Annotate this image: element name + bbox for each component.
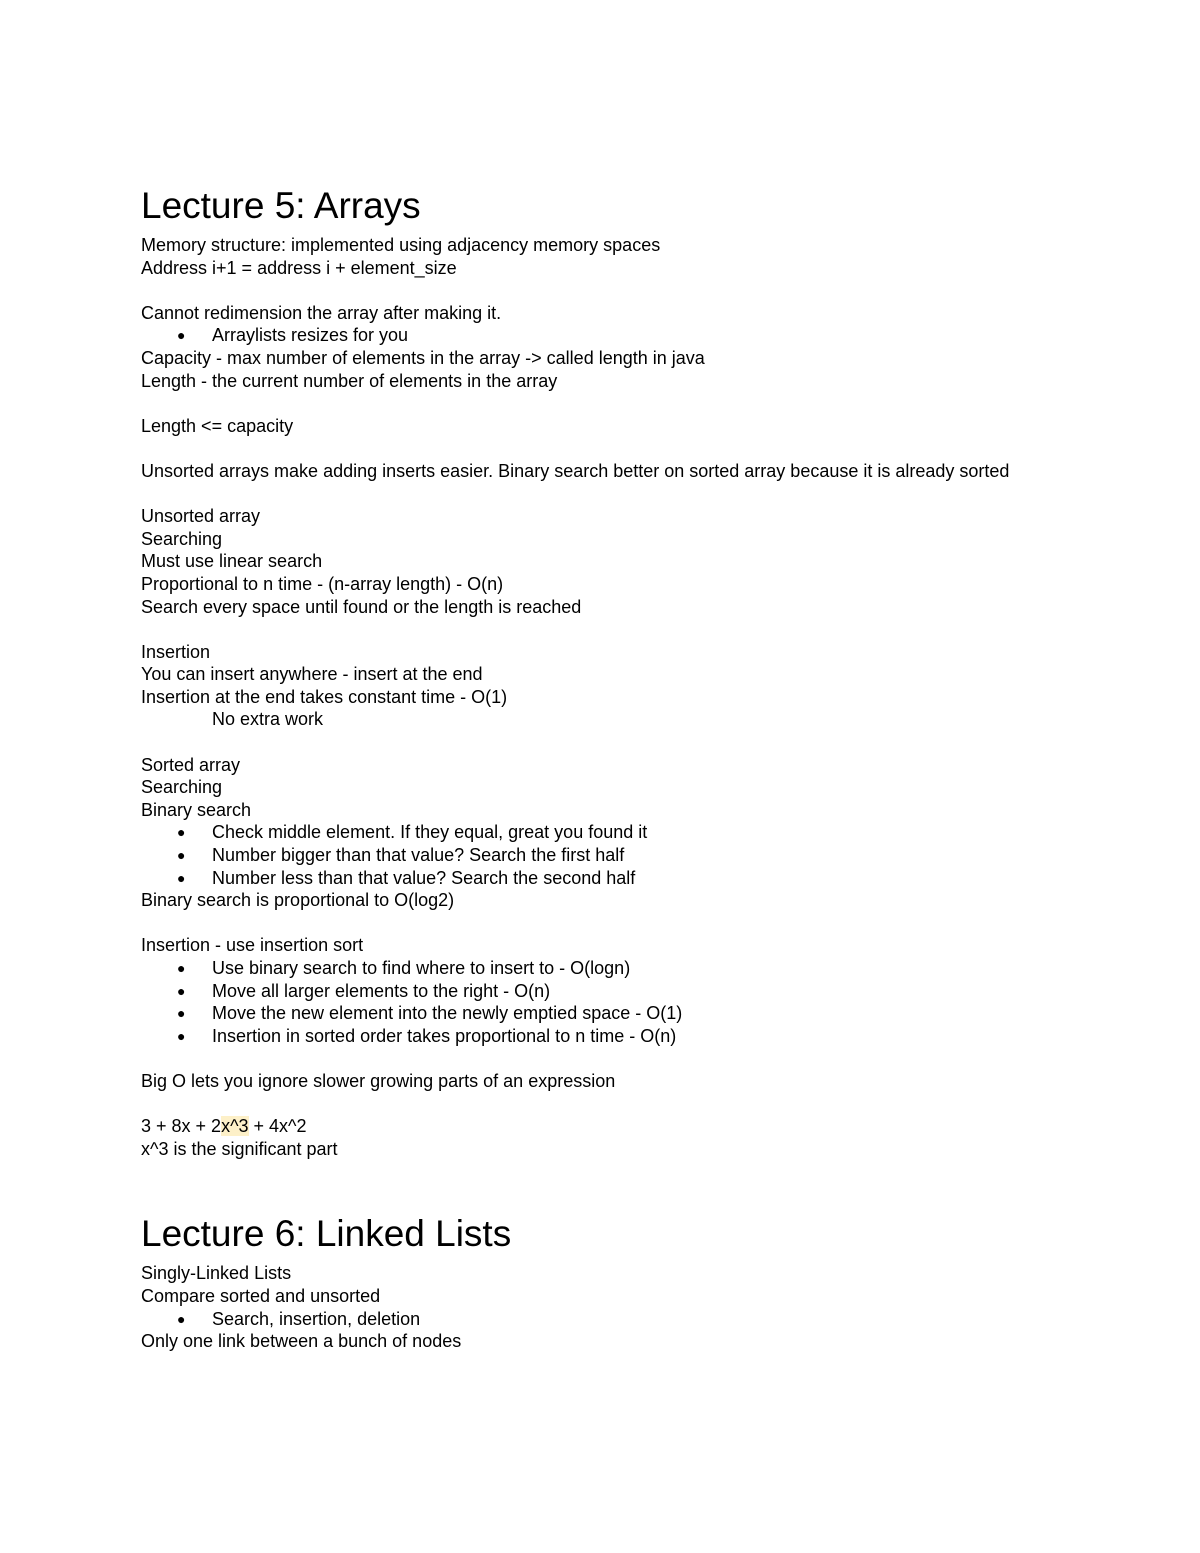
sorted-searching: Searching — [141, 777, 223, 798]
capacity-line: Capacity - max number of elements in the array -> called length in java — [141, 347, 705, 368]
list-item-text: Insertion in sorted order takes proportional to n time - O(n) — [212, 1025, 677, 1046]
memory-structure-line: Memory structure: implemented using adjacency memory spaces — [141, 235, 661, 255]
unsorted-searching: Searching — [141, 528, 223, 549]
bullet-icon: ● — [177, 847, 186, 864]
length-capacity-line: Length <= capacity — [141, 415, 294, 436]
redimension-line: Cannot redimension the array after making it. — [141, 302, 502, 323]
insert-end-line: Insertion at the end takes constant time - O(1) — [141, 686, 508, 707]
list-item — [141, 957, 1061, 980]
bullet-icon: ● — [177, 982, 186, 999]
singly-linked-line: Singly-Linked Lists — [141, 1263, 292, 1284]
lecture6-title: Lecture 6: Linked Lists — [141, 1213, 512, 1255]
lecture5-title: Lecture 5: Arrays — [141, 185, 421, 226]
one-link-line: Only one link between a bunch of nodes — [141, 1331, 462, 1352]
document-page — [141, 178, 1061, 1353]
binary-search-line: Binary search — [141, 799, 252, 820]
sorted-heading: Sorted array — [141, 754, 241, 775]
spacer — [141, 1047, 1061, 1070]
spacer — [141, 618, 1061, 641]
bullet-icon: ● — [177, 824, 186, 841]
spacer — [141, 279, 1061, 302]
list-item — [141, 867, 1061, 890]
list-item — [141, 1002, 1061, 1025]
list-item-text: Arraylists resizes for you — [212, 325, 409, 346]
list-item — [141, 1308, 1061, 1331]
significant-line: x^3 is the significant part — [141, 1138, 338, 1159]
spacer — [141, 392, 1061, 415]
unsorted-note: Unsorted arrays make adding inserts easier. Binary search better on sorted array because it is already sorted — [141, 460, 1010, 481]
length-line: Length - the current number of elements in the array — [141, 370, 558, 391]
list-item-text: Move the new element into the newly emptied space - O(1) — [212, 1003, 683, 1024]
list-item-text: Use binary search to find where to insert to - O(logn) — [212, 958, 631, 978]
list-item-text: Check middle element. If they equal, great you found it — [212, 822, 648, 843]
spacer — [141, 912, 1061, 935]
list-item — [141, 980, 1061, 1003]
binary-proportional-line: Binary search is proportional to O(log2) — [141, 890, 455, 911]
unsorted-insertion: Insertion — [141, 641, 211, 662]
list-item-text: Search, insertion, deletion — [212, 1308, 421, 1329]
sorted-insertion: Insertion - use insertion sort — [141, 935, 364, 956]
bullet-icon: ● — [177, 1005, 186, 1022]
bullet-icon: ● — [177, 960, 186, 976]
spacer — [141, 1093, 1061, 1116]
spacer — [141, 483, 1061, 506]
expression-end: + 4x^2 — [248, 1116, 307, 1137]
list-item-text: Number bigger than that value? Search the first half — [212, 845, 625, 866]
list-item — [141, 324, 1061, 347]
linear-search-line: Must use linear search — [141, 551, 323, 572]
bullet-icon: ● — [177, 869, 186, 886]
bullet-icon: ● — [177, 1027, 186, 1044]
list-item — [141, 821, 1061, 844]
insert-anywhere-line: You can insert anywhere - insert at the end — [141, 664, 483, 685]
unsorted-heading: Unsorted array — [141, 506, 261, 527]
no-extra-work-line: No extra work — [212, 709, 324, 730]
compare-line: Compare sorted and unsorted — [141, 1285, 381, 1306]
expression-highlight: x^3 — [221, 1116, 249, 1137]
list-item — [141, 1025, 1061, 1048]
bullet-icon: ● — [177, 327, 186, 344]
every-space-line: Search every space until found or the length is reached — [141, 596, 582, 617]
spacer — [141, 437, 1061, 460]
list-item — [141, 844, 1061, 867]
spacer — [141, 731, 1061, 754]
section-spacer — [141, 1160, 1061, 1206]
address-line: Address i+1 = address i + element_size — [141, 257, 457, 278]
list-item-text: Move all larger elements to the right - O(n) — [212, 980, 551, 1001]
expression-start: 3 + 8x + 2 — [141, 1116, 222, 1137]
expression-line — [141, 1115, 1061, 1138]
bullet-icon: ● — [177, 1310, 186, 1327]
proportional-line: Proportional to n time - (n-array length) - O(n) — [141, 573, 504, 594]
list-item-text: Number less than that value? Search the second half — [212, 867, 636, 888]
big-o-line: Big O lets you ignore slower growing parts of an expression — [141, 1070, 616, 1091]
